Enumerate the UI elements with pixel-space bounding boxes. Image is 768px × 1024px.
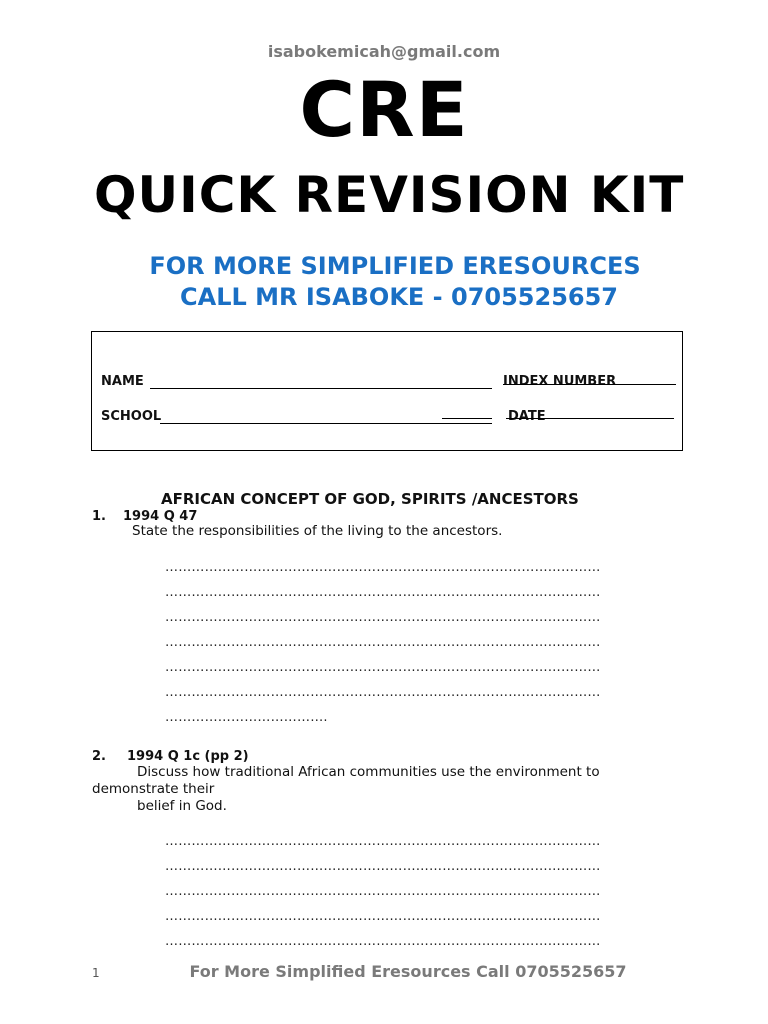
answer-line: ……………………………………………………………………………………… — [165, 934, 601, 949]
school-field-line — [160, 423, 492, 424]
student-details-box — [91, 331, 683, 451]
answer-line: ……………………………………………………………………………………… — [165, 610, 601, 625]
answer-line: ……………………………………………………………………………………… — [165, 884, 601, 899]
answer-line: ……………………………………………………………………………………… — [165, 635, 601, 650]
section-title: AFRICAN CONCEPT OF GOD, SPIRITS /ANCESTORS — [161, 490, 579, 508]
header-email: isabokemicah@gmail.com — [267, 42, 501, 61]
question-1-text: State the responsibilities of the living to the ancestors. — [132, 523, 503, 539]
question-2-text-line-3: belief in God. — [137, 798, 227, 814]
document-title: CRE — [299, 65, 469, 154]
date-field-line — [506, 418, 674, 419]
index-number-label: INDEX NUMBER — [503, 374, 617, 389]
question-2-reference: 1994 Q 1c (pp 2) — [127, 749, 249, 764]
answer-line: ……………………………………………………………………………………… — [165, 560, 601, 575]
answer-line-short: ………………………………. — [165, 710, 328, 725]
question-2-number: 2. — [92, 749, 106, 764]
promo-line-1: FOR MORE SIMPLIFIED ERESOURCES — [149, 252, 641, 280]
answer-line: ……………………………………………………………………………………… — [165, 685, 601, 700]
answer-line: ……………………………………………………………………………………… — [165, 834, 601, 849]
date-label: DATE — [508, 409, 546, 424]
page-number: 1 — [92, 966, 100, 980]
answer-line: ……………………………………………………………………………………… — [165, 660, 601, 675]
question-2-text-line-2: demonstrate their — [92, 781, 215, 797]
date-prefix-line — [442, 418, 492, 419]
question-1-reference: 1994 Q 47 — [123, 509, 198, 524]
index-number-field-line — [503, 384, 676, 385]
footer-text: For More Simplified Eresources Call 0705525657 — [189, 962, 627, 981]
answer-line: ……………………………………………………………………………………… — [165, 585, 601, 600]
answer-line: ……………………………………………………………………………………… — [165, 859, 601, 874]
promo-line-2: CALL MR ISABOKE - 0705525657 — [180, 283, 618, 311]
question-1-number: 1. — [92, 509, 106, 524]
school-label: SCHOOL — [101, 409, 162, 424]
name-label: NAME — [101, 374, 144, 389]
question-2-text-line-1: Discuss how traditional African communities use the environment to — [137, 764, 600, 780]
answer-line: ……………………………………………………………………………………… — [165, 909, 601, 924]
document-subtitle: QUICK REVISION KIT — [94, 166, 685, 224]
name-field-line — [150, 388, 492, 389]
